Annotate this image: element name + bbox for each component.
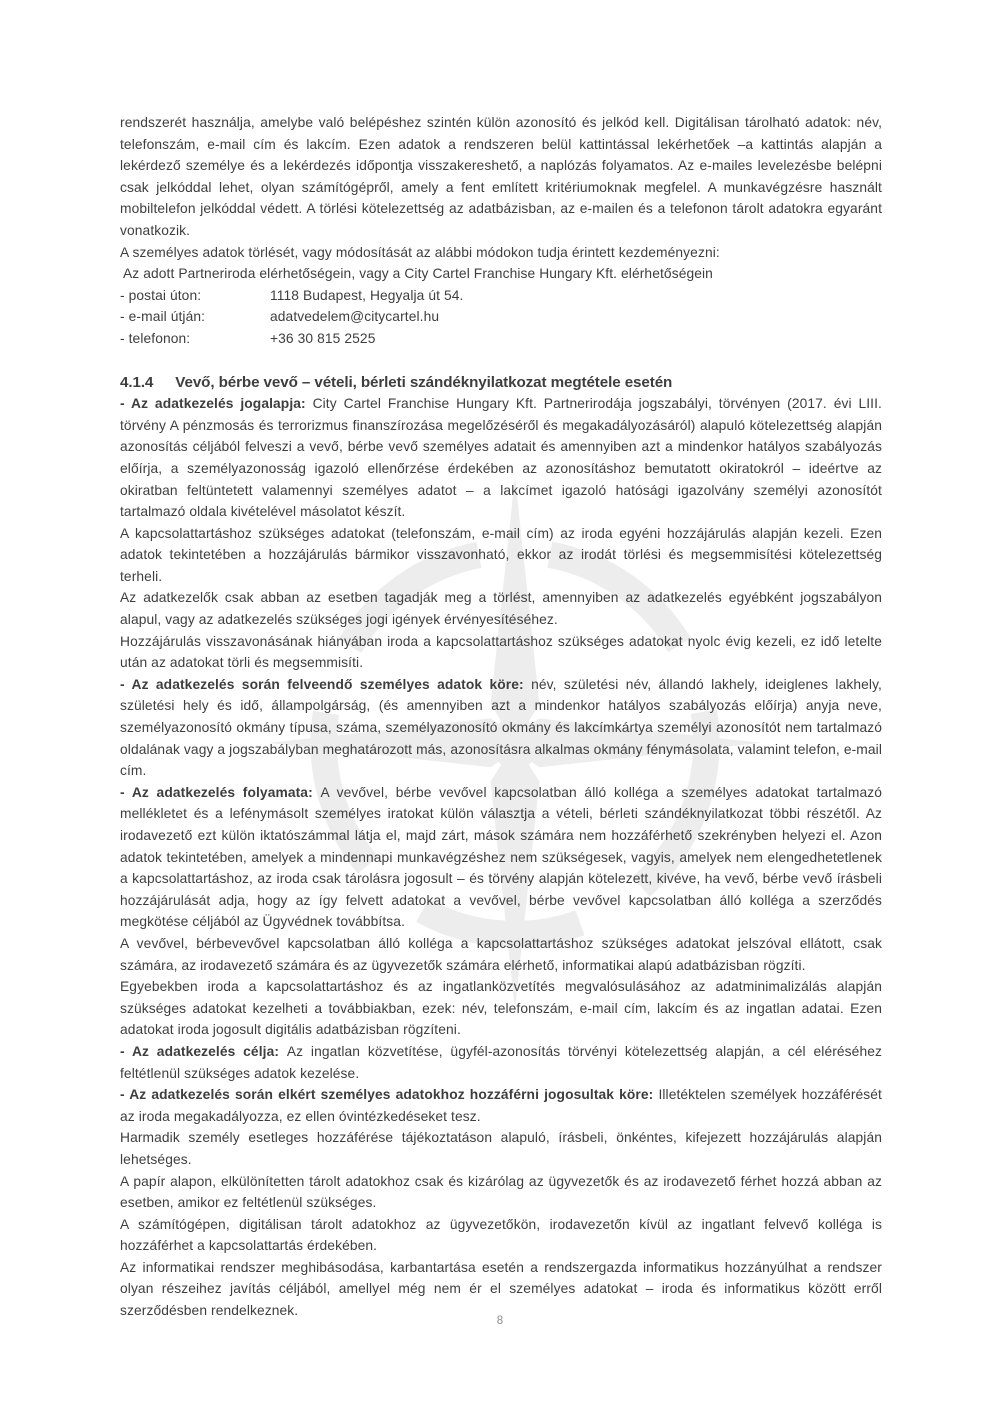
- paragraph: [120, 1041, 882, 1084]
- paragraph-text: A kapcsolattartáshoz szükséges adatokat (telefonszám, e-mail cím) az iroda egyéni hozzájárulás alapján kezeli. Ezen adatok tekintetében a hozzájárulás bármikor visszavonható, ekkor az irodát törlési és megsemmisítési kötelezettség terheli.: [120, 525, 882, 584]
- contact-label: - telefonon:: [120, 330, 191, 346]
- paragraph-lead: - Az adatkezelés során felveendő személyes adatok köre:: [120, 676, 532, 692]
- paragraph-text: Egyebekben iroda a kapcsolattartáshoz és az ingatlanközvetítés megvalósulásához az adatminimalizálás alapján szükséges adatokat kezelheti a továbbiakban, ezek: név, telefonszám, e-mail cím, lakcím és az ingatlan adatai. Ezen adatokat iroda jogosult digitális adatbázisban rögzíteni.: [120, 979, 882, 1038]
- paragraph-text: rendszerét használja, amelybe való belépéshez szintén külön azonosító és jelkód kell. Digitálisan tárolható adatok: név, telefonszám, e-mail cím és lakcím. Ezen adatok a rendszeren belül kattintással lekérhetőek –a kattintás alapján a lekérdező személye és a lekérdezés időpontja visszakereshető, a naplózás folyamatos. Az e-mailes levelezésbe belépni csak jelkóddal lehet, olyan számítógépről, amely a fent említett kritériumoknak megfelel. A munkavégzésre használt mobiltelefon jelkóddal védett. A törlési kötelezettség az adatbázisban, az e-mailen és a telefonon tárolt adatokra egyaránt vonatkozik.: [120, 115, 882, 238]
- paragraph-text: A személyes adatok törlését, vagy módosítását az alábbi módokon tudja érintett kezdeményezni:: [120, 244, 720, 260]
- paragraph: [120, 1127, 882, 1170]
- contact-row-email: [120, 306, 882, 328]
- paragraph-lead: - Az adatkezelés folyamata:: [120, 784, 321, 800]
- paragraph: [120, 587, 882, 630]
- paragraph-text: A vevővel, bérbevevővel kapcsolatban álló kolléga a kapcsolattartáshoz szükséges adatokat jelszóval ellátott, csak számára, az irodavezető számára és az ügyvezetők számára elérhető, informatikai alapú adatbázisban rögzíti.: [120, 935, 882, 973]
- paragraph-text: A számítógépen, digitálisan tárolt adatokhoz az ügyvezetőkön, irodavezetőn kívül az ingatlant felvevő kolléga is hozzáférhet a kapcsolattartás érdekében.: [120, 1216, 882, 1254]
- paragraph: [120, 393, 882, 523]
- paragraph: [120, 933, 882, 976]
- document-page: [120, 112, 882, 1322]
- paragraph-lead: - Az adatkezelés jogalapja:: [120, 396, 313, 412]
- paragraph: [120, 631, 882, 674]
- paragraph: [120, 674, 882, 782]
- paragraph: [120, 523, 882, 588]
- paragraph-text: A vevővel, bérbe vevővel kapcsolatban álló kolléga a személyes adatokat tartalmazó mellékletet és a lefénymásolt személyes iratokat külön választja a vételi, bérleti szándéknyilatkozat többi részétől. Az irodavezető ezt külön iktatószámmal látja el, majd zárt, mások számára nem hozzáférhető szekrényben helyezi el. Azon adatok tekintetében, amelyek a mindennapi munkavégzéshez nem szükségesek, vagyis, amelyek nem elengedhetetlenek a kapcsolattartáshoz, az iroda csak tárolásra jogosult – és törvény alapján kötelezett, kivéve, ha vevő, bérbe vevő írásbeli hozzájárulását adja, hogy az így felvett adatokat a vevővel, bérbe vevővel kapcsolatban álló kolléga a szerződés megkötése céljából az Ügyvédnek továbbítsa.: [120, 784, 882, 930]
- paragraph-text: Illetéktelen személyek hozzáférését az iroda megakadályozza, ez ellen óvintézkedéseket tesz.: [120, 1087, 882, 1124]
- paragraph: [120, 242, 882, 264]
- paragraph: [120, 1171, 882, 1214]
- paragraph: [120, 112, 882, 242]
- phone-number: +36 30 815 2525: [270, 330, 376, 346]
- email-address: adatvedelem@citycartel.hu: [270, 309, 440, 325]
- paragraph-text: Az adatkezelők csak abban az esetben tagadják meg a törlést, amennyiben az adatkezelés egyébként jogszabályon alapul, vagy az adatkezelés szükséges jogi igények érvényesítéséhez.: [120, 590, 882, 628]
- paragraph: [120, 1214, 882, 1257]
- paragraph-text: Az ingatlan közvetítése, ügyfél-azonosítás törvényi kötelezettség alapján, a cél eléréséhez feltétlenül szükséges adatok kezelése.: [120, 1043, 882, 1081]
- paragraph-lead: - Az adatkezelés célja:: [120, 1043, 287, 1059]
- paragraph: [120, 1084, 882, 1127]
- contact-label: - e-mail útján:: [120, 309, 206, 325]
- section-title: Vevő, bérbe vevő – vételi, bérleti szándéknyilatkozat megtétele esetén: [175, 373, 673, 391]
- paragraph: [120, 263, 882, 285]
- paragraph-text: Hozzájárulás visszavonásának hiányában iroda a kapcsolattartáshoz szükséges adatokat nyolc évig kezeli, ez idő letelte után az adatokat törli és megsemmisíti.: [120, 633, 882, 671]
- contact-row-phone: [120, 328, 882, 350]
- paragraph-text: A papír alapon, elkülönítetten tárolt adatokhoz csak és kizárólag az ügyvezetők és az irodavezető férhet hozzá abban az esetben, amikor ez feltétlenül szükséges.: [120, 1173, 882, 1211]
- page-number: 8: [496, 1315, 504, 1327]
- paragraph: [120, 782, 882, 933]
- paragraph-text: Harmadik személy esetleges hozzáférése tájékoztatáson alapuló, írásbeli, önkéntes, kifejezett hozzájárulás alapján lehetséges.: [120, 1130, 882, 1167]
- paragraph-text: Az informatikai rendszer meghibásodása, karbantartása esetén a rendszergazda informatikus hozzányúlhat a rendszer olyan részeihez javítás céljából, amellyel még nem ér el személyes adatokat – iroda és informatikus között erről szerződésben rendelkeznek.: [120, 1259, 882, 1319]
- paragraph-text: City Cartel Franchise Hungary Kft. Partnerirodája jogszabályi, törvényen (2017. évi LIII. törvény A pénzmosás és terrorizmus finanszírozása megelőzéséről és megakadályozásáról) alapuló kötelezettség alapján azonosítás céljából felveszi a vevő, bérbe vevő személyes adatait és amennyiben azt a mindenkor hatályos szabályozás előírja, a személyazonosság igazoló ellenőrzése érdekében az azonosításhoz bemutatott okiratokról – ideértve az okiratban feltüntetett valamennyi személyes adatot – a lakcímet igazoló hatósági igazolvány személyi azonosítót tartalmazó oldala kivételével másolatot készít.: [120, 396, 882, 520]
- contact-row-postal: [120, 285, 882, 307]
- section-number: 4.1.4: [120, 373, 154, 391]
- postal-address: 1118 Budapest, Hegyalja út 54.: [270, 287, 464, 303]
- paragraph-text: név, születési név, állandó lakhely, ideiglenes lakhely, születési hely és idő, állampolgárság, (és amennyiben azt a mindenkor hatályos szabályozás előírja) anyja neve, személyazonosító okmány típusa, száma, személyazonosító okmány és lakcímkártya személyi azonosítót nem tartalmazó oldalának vagy a jogszabályban meghatározott más, azonosításra alkalmas okmány fénymásolata, valamint telefon, e-mail cím.: [120, 676, 882, 779]
- paragraph: [120, 1257, 882, 1322]
- contact-label: - postai úton:: [120, 287, 202, 303]
- paragraph-text: Az adott Partneriroda elérhetőségein, vagy a City Cartel Franchise Hungary Kft. elérhetőségein: [123, 266, 713, 282]
- section-heading: [120, 372, 882, 394]
- paragraph-lead: - Az adatkezelés során elkért személyes adatokhoz hozzáférni jogosultak köre:: [120, 1087, 659, 1103]
- paragraph: [120, 976, 882, 1041]
